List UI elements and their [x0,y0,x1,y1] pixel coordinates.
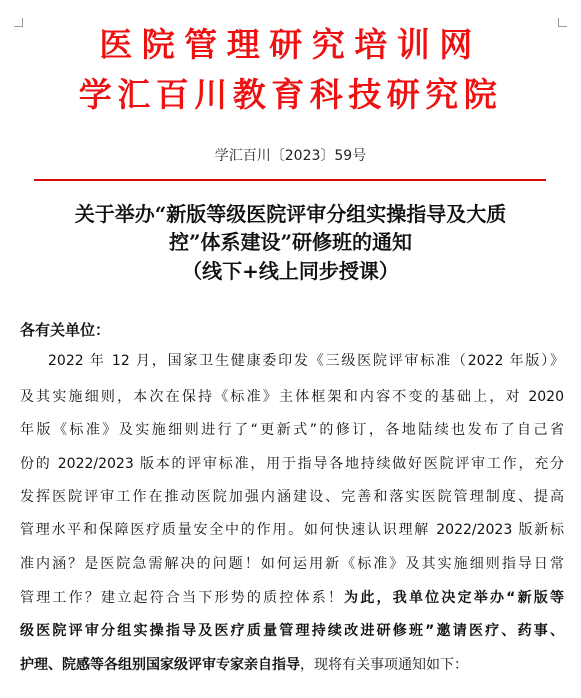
salutation: 各有关单位： [20,321,111,339]
organization-name-line-1: 医院管理研究培训网 [99,25,482,64]
body-line-1: 2022 年 12 月，国家卫生健康委印发《三级医院评审标准（2022 年版）》 [48,353,564,369]
body-line-9: 级医院评审分组实操指导及医疗质量管理持续改进研修班”邀请医疗、药事、 [20,623,564,639]
body-line-10-bold-text: 护理、院感等各组别国家级评审专家亲自指导 [20,657,300,673]
body-line-5: 发挥医院评审工作在推动医院加强内涵建设、完善和落实医院管理制度、提高 [20,489,564,505]
organization-name-line-2: 学汇百川教育科技研究院 [78,75,503,114]
notice-title-line-1: 关于举办“新版等级医院评审分组实操指导及大质 [74,202,507,226]
body-line-8 [20,588,564,608]
body-line-10-normal-text: ，现将有关事项通知如下： [300,657,468,673]
red-divider-line [34,179,546,181]
notice-title-line-3: （线下+线上同步授课） [182,259,399,283]
body-line-3: 年版《标准》及实施细则进行了“更新式”的修订，各地陆续也发布了自己省 [20,422,564,438]
body-line-10 [20,655,564,675]
body-line-7: 准内涵？是医院急需解决的问题！如何运用新《标准》及其实施细则指导日常 [20,556,564,572]
body-line-6: 管理水平和保障医疗质量安全中的作用。如何快速认识理解 2022/2023 版新标 [20,522,564,538]
body-line-2: 及其实施细则，本次在保持《标准》主体框架和内容不变的基础上，对 2020 [20,389,564,405]
body-line-4: 份的 2022/2023 版本的评审标准，用于指导各地持续做好医院评审工作，充分 [20,456,564,472]
body-line-8-bold-text: 为此，我单位决定举办“新版等 [344,590,564,606]
notice-title-line-2: 控”体系建设”研修班的通知 [168,230,412,254]
body-line-8-normal-text: 管理工作？建立起符合当下形势的质控体系！ [20,590,345,606]
document-number: 学汇百川〔2023〕59号 [214,148,367,164]
